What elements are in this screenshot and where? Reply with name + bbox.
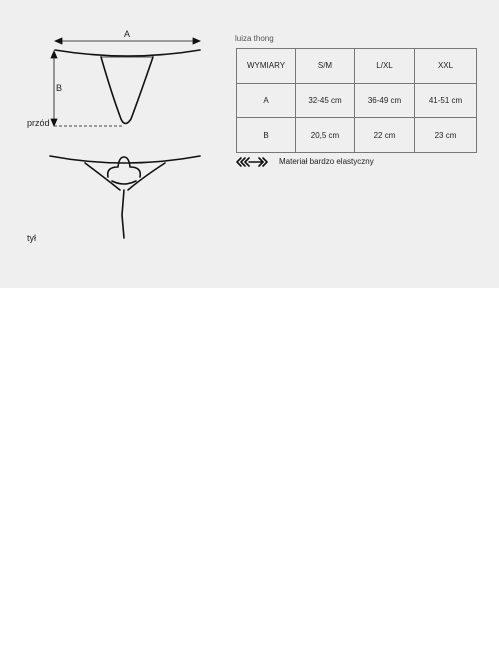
table-cell: 20,5 cm: [296, 118, 355, 153]
table-cell: 36-49 cm: [355, 83, 415, 118]
header-cell: WYMIARY: [237, 49, 296, 84]
header-cell: S/M: [296, 49, 355, 84]
table-header-row: [237, 49, 477, 84]
front-view-drawing: [55, 50, 200, 124]
thong-diagram: [0, 0, 230, 288]
table-cell: 41-51 cm: [415, 83, 477, 118]
table-cell: 32-45 cm: [296, 83, 355, 118]
stretch-arrows-icon: [235, 155, 273, 169]
header-cell: L/XL: [355, 49, 415, 84]
table-cell: 22 cm: [355, 118, 415, 153]
size-table: [236, 48, 477, 153]
table-row: [237, 118, 477, 153]
measure-b-label: B: [56, 83, 63, 93]
table-cell: A: [237, 83, 296, 118]
back-view-label: tył: [27, 233, 36, 243]
header-cell: XXL: [415, 49, 477, 84]
table-cell: B: [237, 118, 296, 153]
back-view-drawing: [50, 156, 200, 238]
table-row: [237, 83, 477, 118]
material-label: Materiał bardzo elastyczny: [279, 157, 374, 166]
product-info-panel: [0, 0, 499, 288]
measure-a-label: A: [124, 29, 131, 39]
product-name: luiza thong: [235, 34, 274, 43]
front-view-label: przód: [27, 118, 50, 128]
table-cell: 23 cm: [415, 118, 477, 153]
